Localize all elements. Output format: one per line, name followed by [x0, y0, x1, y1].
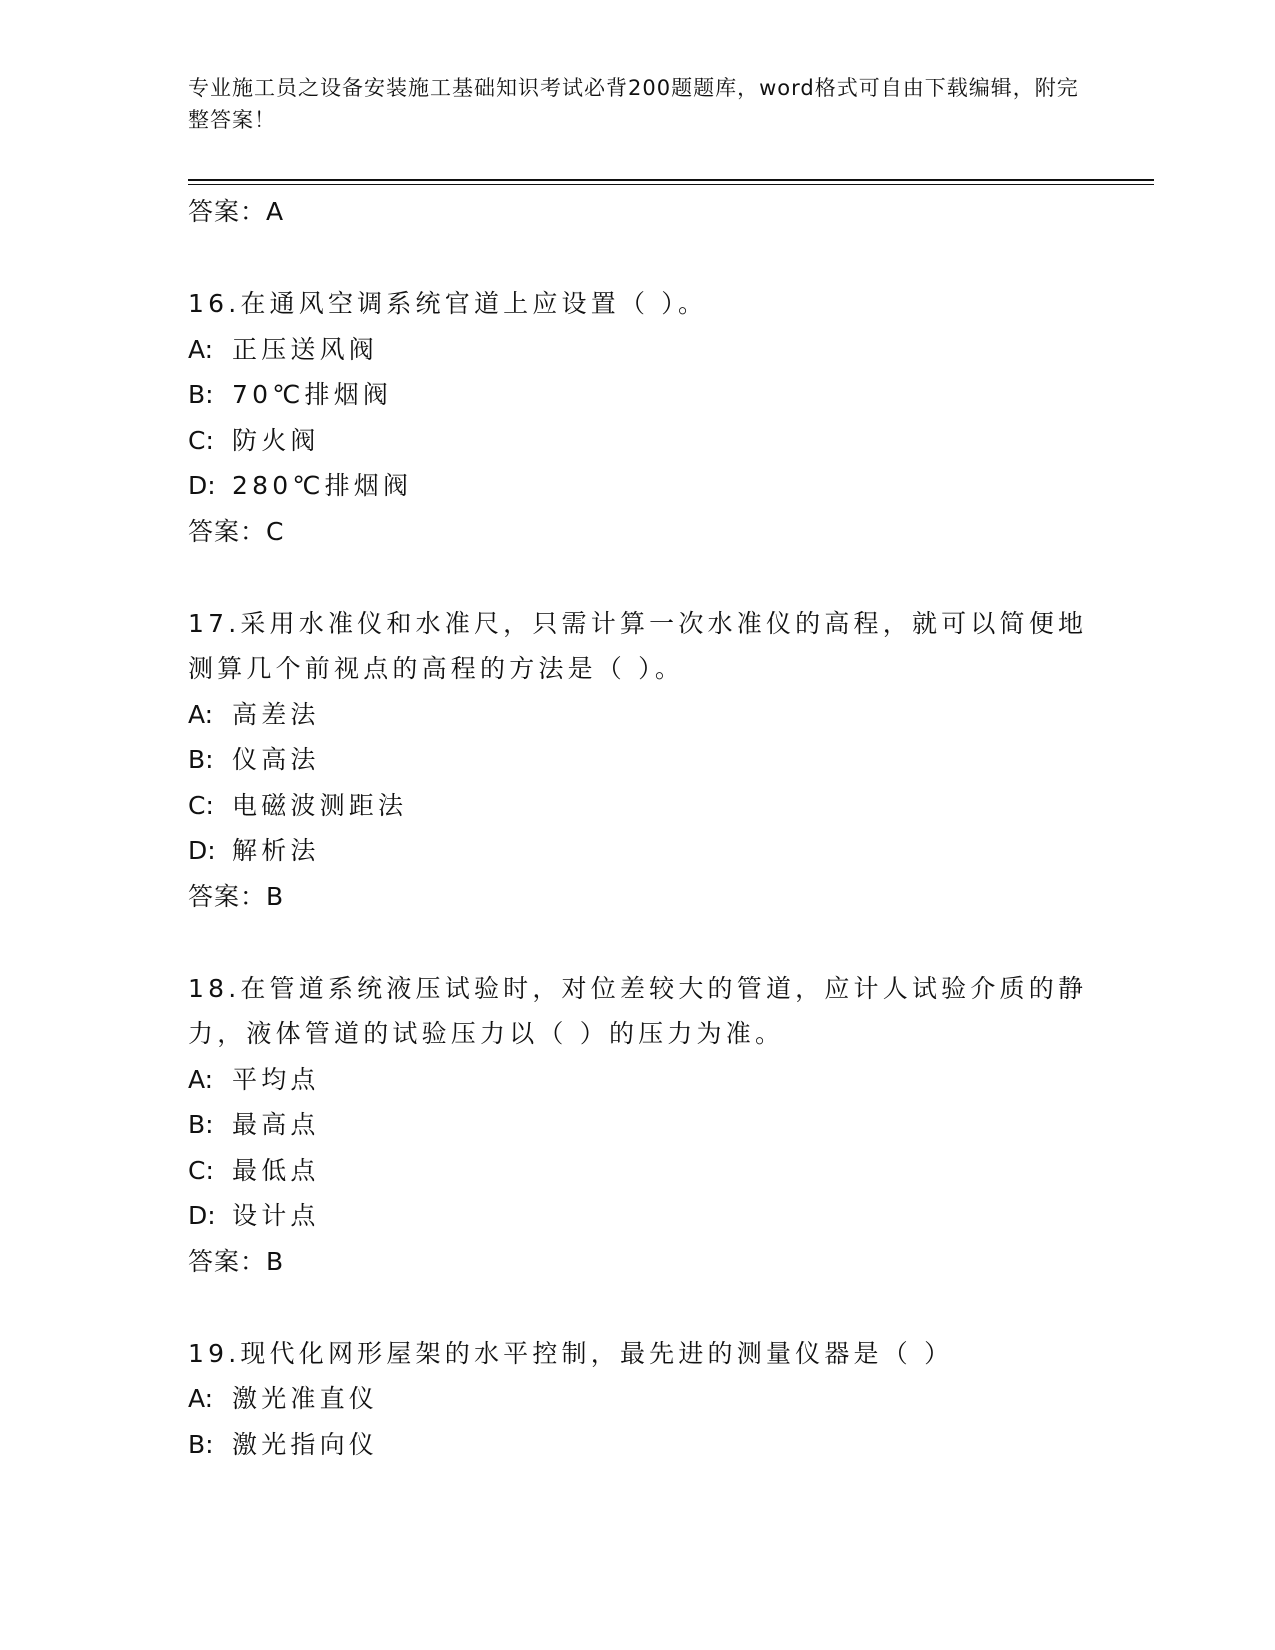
option-text: 仪高法	[232, 745, 320, 774]
option-c	[188, 1148, 1088, 1194]
option-b	[188, 1102, 1088, 1148]
question-19	[188, 1331, 1088, 1468]
option-letter: B:	[188, 745, 214, 774]
option-text: 激光指向仪	[232, 1429, 379, 1459]
option-letter: D:	[188, 471, 216, 500]
option-letter: A:	[188, 334, 214, 364]
question-stem: 16.在通风空调系统官道上应设置（ ）。	[188, 289, 708, 318]
option-letter: C:	[188, 1155, 214, 1185]
question-17	[188, 601, 1088, 919]
option-d	[188, 1193, 1088, 1239]
header-rule-thin	[188, 184, 1154, 185]
option-d	[188, 828, 1088, 874]
option-letter: B:	[188, 380, 214, 409]
option-letter: C:	[188, 425, 214, 455]
document-body	[188, 189, 1088, 1467]
option-text: 高差法	[232, 699, 320, 729]
header-rule-thick	[188, 179, 1154, 181]
question-stem: 17.采用水准仪和水准尺，只需计算一次水准仪的高程，就可以简便地测算几个前视点的高程的方法是（ ）。	[188, 608, 1088, 683]
option-c	[188, 783, 1088, 829]
question-answer: 答案：B	[188, 1246, 285, 1276]
option-a	[188, 327, 1088, 373]
option-b	[188, 737, 1088, 783]
question-stem: 18.在管道系统液压试验时，对位差较大的管道，应计人试验介质的静力，液体管道的试验压力以（ ）的压力为准。	[188, 973, 1088, 1048]
option-text: 280℃排烟阀	[232, 471, 413, 500]
option-letter: C:	[188, 790, 214, 820]
option-text: 激光准直仪	[232, 1384, 379, 1413]
question-stem: 19.现代化网形屋架的水平控制，最先进的测量仪器是（ ）	[188, 1338, 954, 1368]
option-letter: D:	[188, 836, 216, 865]
document-header: 专业施工员之设备安装施工基础知识考试必背200题题库，word格式可自由下载编辑，附完整答案！	[188, 76, 1079, 132]
option-text: 防火阀	[232, 425, 320, 455]
option-a	[188, 1057, 1088, 1103]
question-16	[188, 281, 1088, 554]
option-letter: B:	[188, 1110, 214, 1139]
option-text: 解析法	[232, 836, 320, 865]
option-text: 最低点	[232, 1155, 320, 1185]
option-text: 最高点	[232, 1110, 320, 1139]
option-b	[188, 1422, 1088, 1468]
option-a	[188, 692, 1088, 738]
question-answer: 答案：C	[188, 516, 285, 546]
previous-answer: 答案：A	[188, 197, 285, 226]
option-text: 正压送风阀	[232, 334, 379, 364]
question-18	[188, 966, 1088, 1284]
option-letter: A:	[188, 1384, 214, 1413]
option-a	[188, 1376, 1088, 1422]
option-text: 设计点	[232, 1201, 320, 1230]
question-answer: 答案：B	[188, 881, 285, 911]
option-letter: B:	[188, 1429, 214, 1459]
option-text: 平均点	[232, 1064, 320, 1094]
option-text: 电磁波测距法	[232, 790, 408, 820]
option-c	[188, 418, 1088, 464]
option-letter: D:	[188, 1201, 216, 1230]
option-letter: A:	[188, 1064, 214, 1094]
option-letter: A:	[188, 699, 214, 729]
option-d	[188, 463, 1088, 509]
option-b	[188, 372, 1088, 418]
option-text: 70℃排烟阀	[232, 380, 393, 409]
